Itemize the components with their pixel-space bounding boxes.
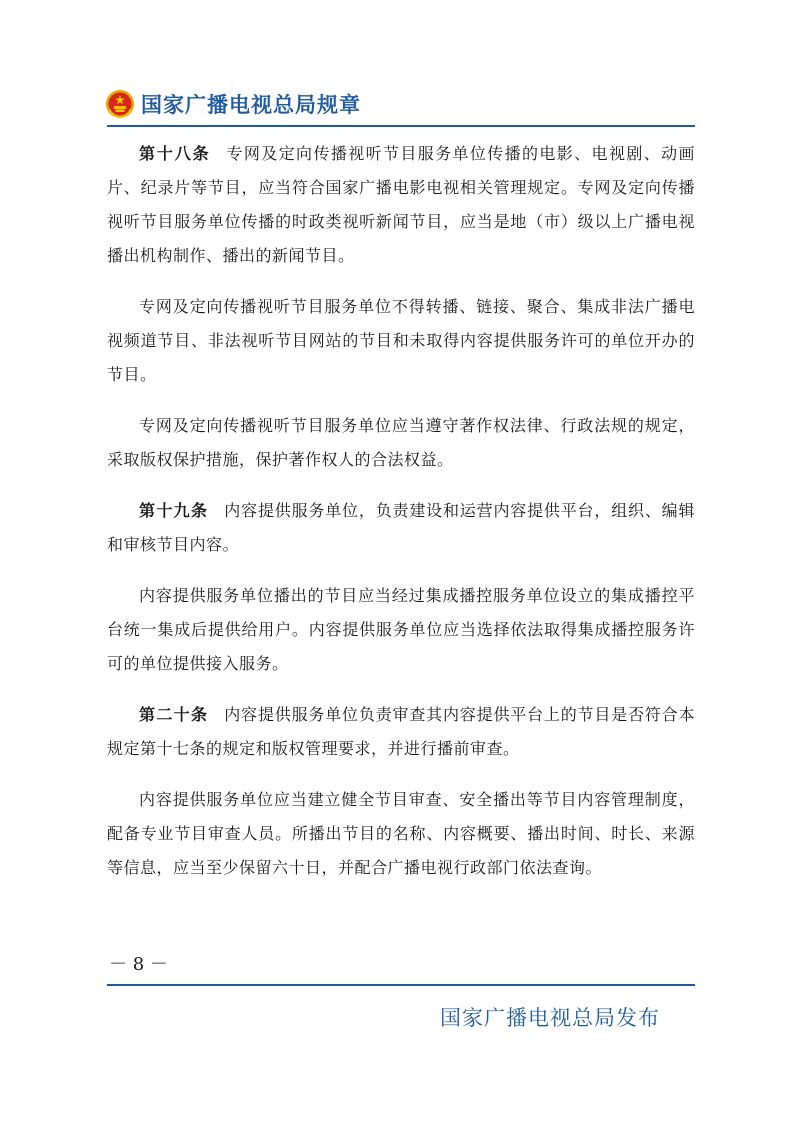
footer-publisher: 国家广播电视总局发布 bbox=[440, 1006, 660, 1030]
paragraph bbox=[107, 579, 695, 681]
paragraph-text: 内容提供服务单位负责审查其内容提供平台上的节目是否符合本规定第十七条的规定和版权管理要求，并进行播前审查。 bbox=[107, 705, 695, 758]
header-title: 国家广播电视总局规章 bbox=[141, 93, 361, 117]
paragraph-article-20 bbox=[107, 698, 695, 766]
article-label: 第十九条 bbox=[139, 501, 209, 520]
paragraph-text: 内容提供服务单位，负责建设和运营内容提供平台，组织、编辑和审核节目内容。 bbox=[107, 501, 695, 554]
document-body bbox=[107, 137, 695, 902]
header-divider bbox=[107, 125, 695, 127]
paragraph-text: 专网及定向传播视听节目服务单位应当遵守著作权法律、行政法规的规定，采取版权保护措施，保护著作权人的合法权益。 bbox=[107, 416, 695, 469]
paragraph-text: 内容提供服务单位应当建立健全节目审查、安全播出等节目内容管理制度，配备专业节目审查人员。所播出节目的名称、内容概要、播出时间、时长、来源等信息，应当至少保留六十日，并配合广播电视行政部门依法查询。 bbox=[107, 790, 695, 877]
paragraph-article-19 bbox=[107, 494, 695, 562]
paragraph-text: 内容提供服务单位播出的节目应当经过集成播控服务单位设立的集成播控平台统一集成后提供给用户。内容提供服务单位应当选择依法取得集成播控服务许可的单位提供接入服务。 bbox=[107, 586, 695, 673]
national-emblem-icon bbox=[105, 89, 135, 119]
paragraph bbox=[107, 290, 695, 392]
paragraph-text: 专网及定向传播视听节目服务单位传播的电影、电视剧、动画片、纪录片等节目，应当符合国家广播电影电视相关管理规定。专网及定向传播视听节目服务单位传播的时政类视听新闻节目，应当是地（市）级以上广播电视播出机构制作、播出的新闻节目。 bbox=[107, 144, 695, 265]
article-label: 第十八条 bbox=[139, 144, 211, 163]
paragraph bbox=[107, 409, 695, 477]
paragraph bbox=[107, 783, 695, 885]
paragraph-text: 专网及定向传播视听节目服务单位不得转播、链接、聚合、集成非法广播电视频道节目、非法视听节目网站的节目和未取得内容提供服务许可的单位开办的节目。 bbox=[107, 297, 695, 384]
page-number: － 8 － bbox=[109, 954, 168, 975]
paragraph-article-18 bbox=[107, 137, 695, 273]
article-label: 第二十条 bbox=[139, 705, 209, 724]
header bbox=[105, 86, 361, 122]
footer-divider bbox=[107, 984, 695, 986]
